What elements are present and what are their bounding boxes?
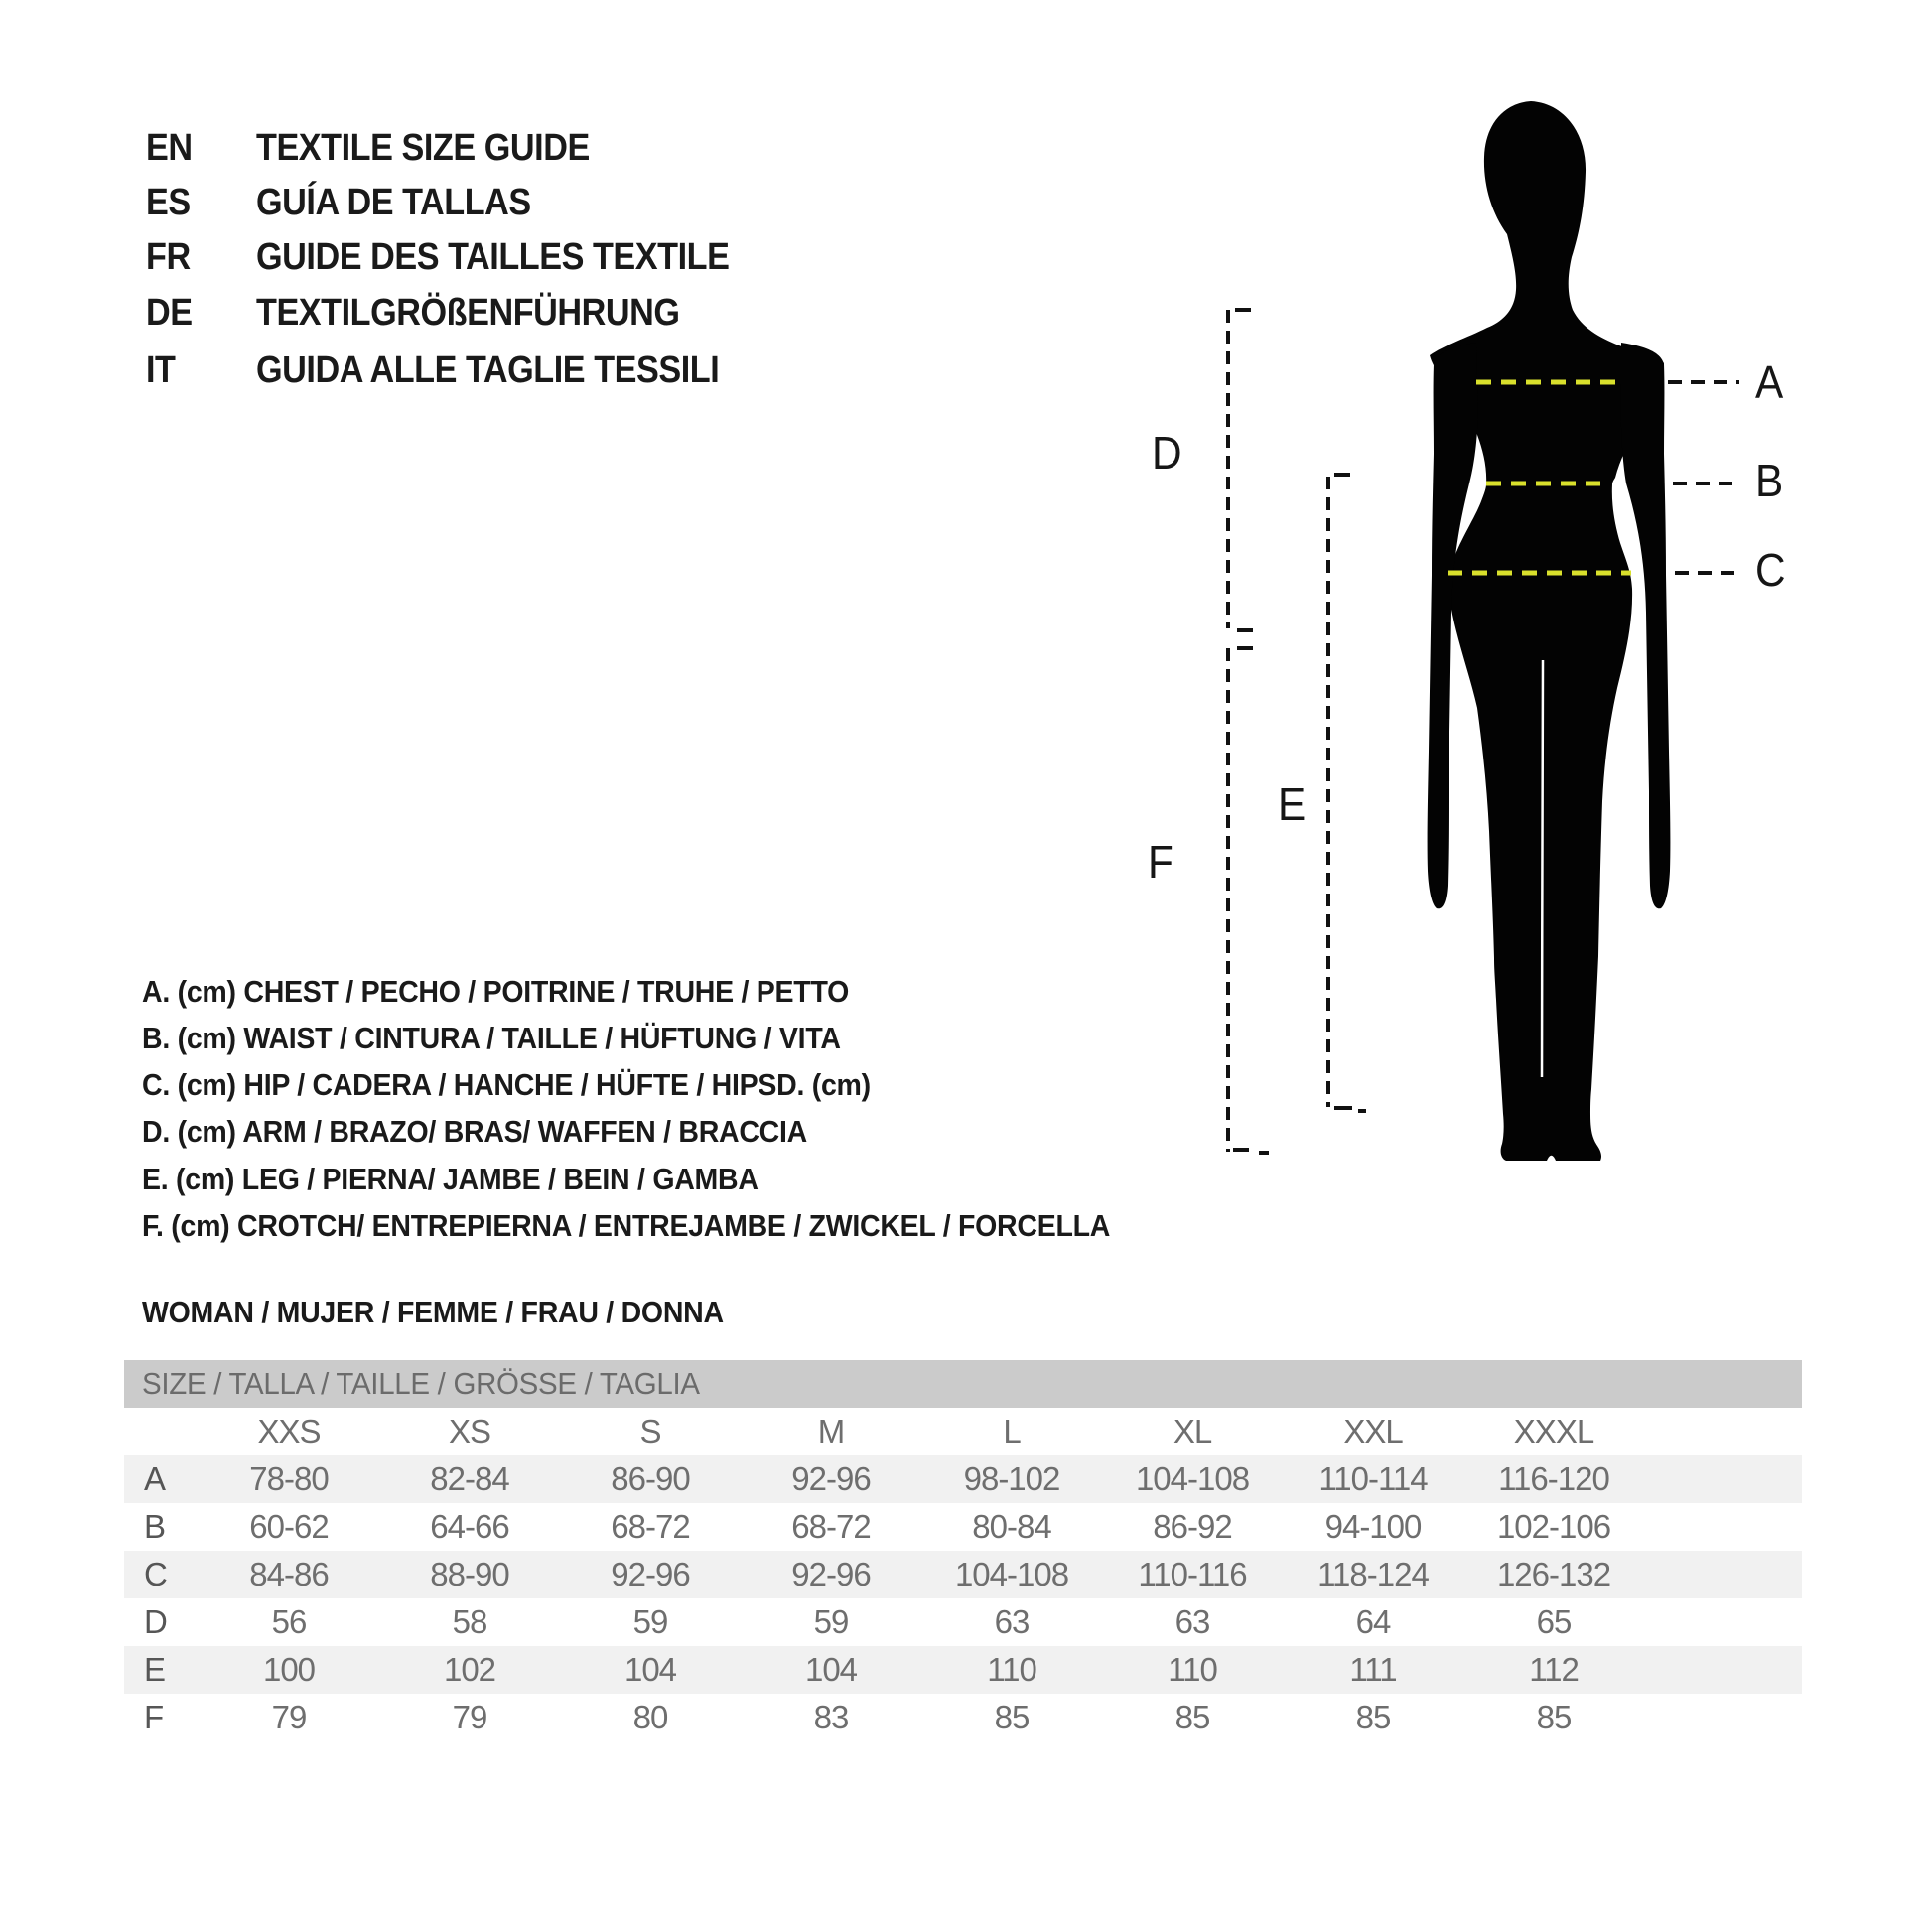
lang-code-fr: FR xyxy=(146,236,191,278)
table-cell: 82-84 xyxy=(430,1460,509,1497)
table-cell: 112 xyxy=(1529,1651,1579,1688)
table-cell: 104 xyxy=(623,1651,677,1688)
lang-title-de: TEXTILGRÖßENFÜHRUNG xyxy=(256,292,680,334)
table-cell: 64-66 xyxy=(430,1508,509,1545)
lang-code-de: DE xyxy=(146,292,193,334)
size-table-body xyxy=(124,1408,1802,1741)
table-cell: 58 xyxy=(452,1603,487,1640)
lang-code-en: EN xyxy=(146,127,193,169)
row-label: A xyxy=(144,1460,166,1497)
lang-title-it: GUIDA ALLE TAGLIE TESSILI xyxy=(256,349,720,391)
table-cell: 98-102 xyxy=(963,1460,1060,1497)
measurement-def-chest: A. (cm) CHEST / PECHO / POITRINE / TRUHE / PETTO xyxy=(142,974,849,1009)
table-cell: 68-72 xyxy=(611,1508,690,1545)
table-cell: S xyxy=(639,1413,661,1449)
table-cell: 88-90 xyxy=(430,1556,509,1592)
table-cell: 86-90 xyxy=(611,1460,690,1497)
table-cell: 102-106 xyxy=(1496,1508,1611,1545)
table-row-c xyxy=(124,1551,1802,1598)
table-cell: 68-72 xyxy=(791,1508,871,1545)
table-cell: XXL xyxy=(1343,1413,1403,1449)
row-label: B xyxy=(144,1508,166,1545)
table-cell: 92-96 xyxy=(791,1460,871,1497)
table-cell: M xyxy=(817,1413,845,1449)
table-cell: XXS xyxy=(257,1413,321,1449)
table-cell: 65 xyxy=(1536,1603,1572,1640)
size-table-header-bar xyxy=(124,1360,1802,1408)
table-cell: 78-80 xyxy=(249,1460,329,1497)
table-row-f xyxy=(124,1694,1802,1741)
measurement-def-waist: B. (cm) WAIST / CINTURA / TAILLE / HÜFTUNG / VITA xyxy=(142,1021,841,1055)
table-row-d xyxy=(124,1598,1802,1646)
measurement-def-arm: D. (cm) ARM / BRAZO/ BRAS/ WAFFEN / BRACCIA xyxy=(142,1114,807,1149)
marker-chest-a: A xyxy=(1755,356,1784,408)
row-label: D xyxy=(144,1603,168,1640)
table-cell: XL xyxy=(1173,1413,1212,1449)
table-cell: 92-96 xyxy=(791,1556,871,1592)
table-cell: 60-62 xyxy=(249,1508,329,1545)
table-cell: 104-108 xyxy=(954,1556,1069,1592)
marker-crotch-f: F xyxy=(1148,836,1173,888)
lang-code-it: IT xyxy=(146,349,176,391)
row-label: F xyxy=(144,1699,164,1735)
table-cell: 86-92 xyxy=(1153,1508,1232,1545)
table-cell: 102 xyxy=(443,1651,496,1688)
lang-code-es: ES xyxy=(146,182,191,223)
table-cell: 116-120 xyxy=(1498,1460,1609,1497)
row-label: C xyxy=(144,1556,168,1592)
table-cell: 85 xyxy=(1536,1699,1572,1735)
size-table-header-label: SIZE / TALLA / TAILLE / GRÖSSE / TAGLIA xyxy=(142,1366,700,1401)
section-title-woman: WOMAN / MUJER / FEMME / FRAU / DONNA xyxy=(142,1295,724,1329)
table-cell: 80 xyxy=(632,1699,668,1735)
table-cell: 64 xyxy=(1355,1603,1391,1640)
marker-waist-b: B xyxy=(1755,455,1784,506)
table-row-size-headers xyxy=(124,1408,1802,1455)
table-row-b xyxy=(124,1503,1802,1551)
table-row-e xyxy=(124,1646,1802,1694)
table-cell: 85 xyxy=(1174,1699,1210,1735)
table-cell: 85 xyxy=(994,1699,1030,1735)
measurement-def-hip: C. (cm) HIP / CADERA / HANCHE / HÜFTE / HIPSD. (cm) xyxy=(142,1067,871,1102)
table-row-a xyxy=(124,1455,1802,1503)
table-cell: 104 xyxy=(804,1651,858,1688)
size-table xyxy=(124,1360,1802,1741)
table-cell: 104-108 xyxy=(1135,1460,1250,1497)
lang-title-es: GUÍA DE TALLAS xyxy=(256,182,531,223)
measurement-def-crotch: F. (cm) CROTCH/ ENTREPIERNA / ENTREJAMBE / ZWICKEL / FORCELLA xyxy=(142,1208,1111,1243)
table-cell: 110-114 xyxy=(1318,1460,1428,1497)
table-cell: 110-116 xyxy=(1138,1556,1247,1592)
table-cell: 84-86 xyxy=(249,1556,329,1592)
lang-title-en: TEXTILE SIZE GUIDE xyxy=(256,127,590,169)
table-cell: 83 xyxy=(813,1699,849,1735)
table-cell: 63 xyxy=(1174,1603,1210,1640)
measurement-def-leg: E. (cm) LEG / PIERNA/ JAMBE / BEIN / GAMBA xyxy=(142,1162,759,1196)
table-cell: 59 xyxy=(813,1603,849,1640)
table-cell: 56 xyxy=(271,1603,307,1640)
table-cell: XS xyxy=(448,1413,491,1449)
marker-hip-c: C xyxy=(1755,544,1786,596)
table-cell: 85 xyxy=(1355,1699,1391,1735)
table-cell: 100 xyxy=(262,1651,316,1688)
marker-arm-d: D xyxy=(1152,427,1182,479)
table-cell: XXXL xyxy=(1513,1413,1594,1449)
table-cell: 80-84 xyxy=(972,1508,1051,1545)
table-cell: L xyxy=(1003,1413,1021,1449)
table-cell: 126-132 xyxy=(1496,1556,1611,1592)
lang-title-fr: GUIDE DES TAILLES TEXTILE xyxy=(256,236,730,278)
table-cell: 63 xyxy=(994,1603,1030,1640)
table-cell: 79 xyxy=(452,1699,487,1735)
table-cell: 111 xyxy=(1349,1651,1397,1688)
table-cell: 110 xyxy=(987,1651,1036,1688)
table-cell: 118-124 xyxy=(1317,1556,1429,1592)
row-label: E xyxy=(144,1651,166,1688)
table-cell: 59 xyxy=(632,1603,668,1640)
table-cell: 79 xyxy=(271,1699,307,1735)
marker-leg-e: E xyxy=(1278,778,1307,830)
table-cell: 110 xyxy=(1168,1651,1217,1688)
table-cell: 92-96 xyxy=(611,1556,690,1592)
table-cell: 94-100 xyxy=(1324,1508,1422,1545)
